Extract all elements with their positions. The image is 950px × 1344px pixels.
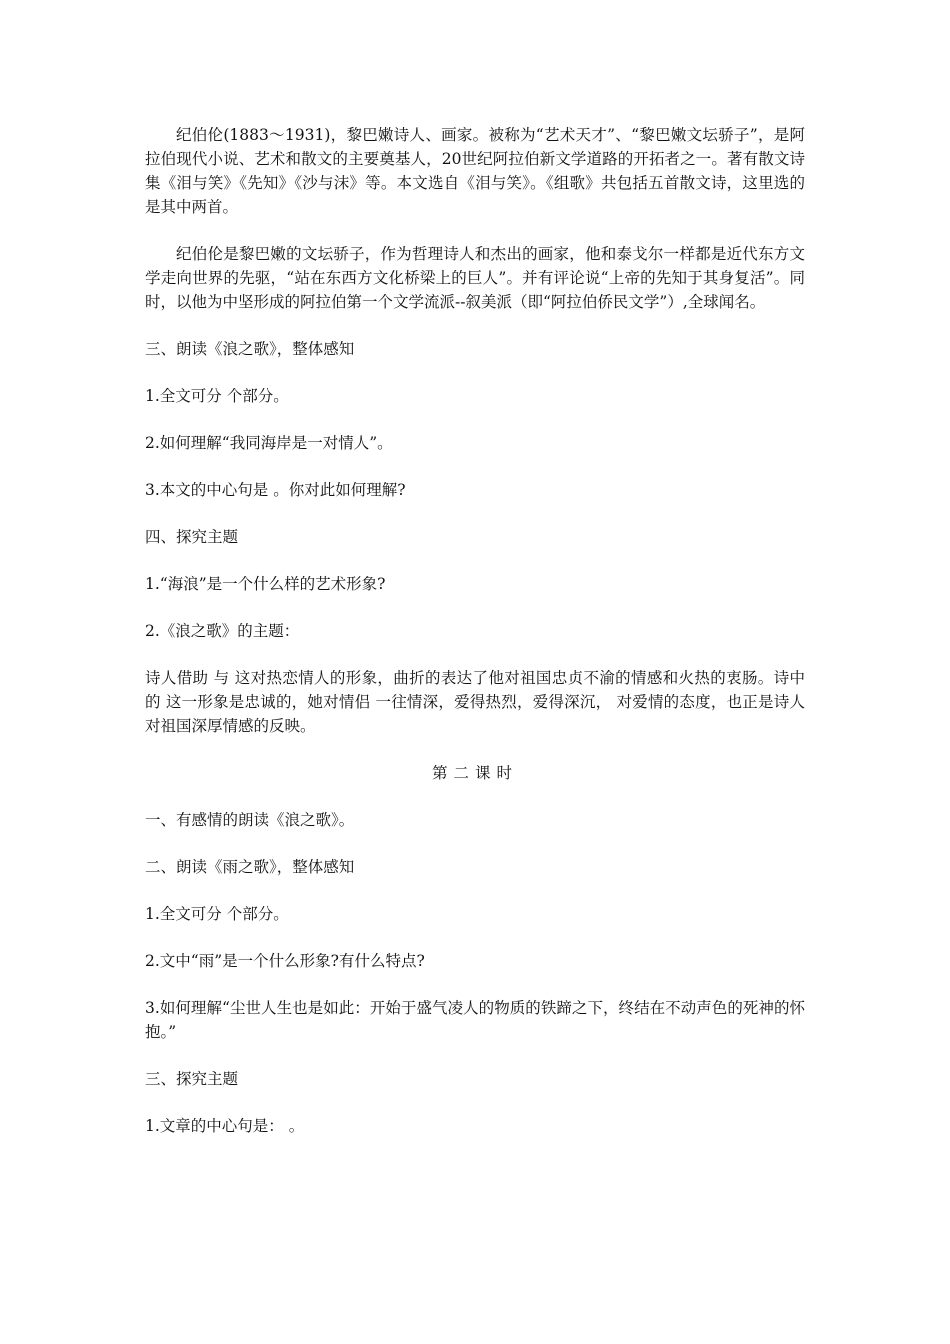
intro-paragraph-2: 纪伯伦是黎巴嫩的文坛骄子，作为哲理诗人和杰出的画家，他和泰戈尔一样都是近代东方文学走向世界的先驱，“站在东西方文化桥梁上的巨人”。并有评论说“上帝的先知于其身复活”。同时，以他为中坚形成的阿拉伯第一个文学流派--叙美派（即“阿拉伯侨民文学”）,全球闻名。	[145, 245, 805, 311]
theme-paragraph: 诗人借助 与 这对热恋情人的形象，曲折的表达了他对祖国忠贞不渝的情感和火热的衷肠。诗中的 这一形象是忠诚的，她对情侣 一往情深，爱得热烈，爱得深沉， 对爱情的态度，也正是诗人对祖国深厚情感的反映。	[145, 669, 805, 735]
section-heading-explore-theme: 四、探究主题	[145, 528, 239, 546]
question-parts: 1.全文可分 个部分。	[145, 387, 289, 405]
lesson-2-section-explore-theme: 三、探究主题	[145, 1070, 239, 1088]
lesson-2-section-read-rain-song: 二、朗读《雨之歌》，整体感知	[145, 858, 355, 876]
lesson-2-question-life-quote: 3.如何理解“尘世人生也是如此：开始于盛气凌人的物质的铁蹄之下，终结在不动声色的死神的怀抱。”	[145, 999, 805, 1041]
question-lovers: 2.如何理解“我同海岸是一对情人”。	[145, 434, 393, 452]
section-heading-read-wave-song: 三、朗读《浪之歌》，整体感知	[145, 340, 355, 358]
question-wave-theme: 2.《浪之歌》的主题：	[145, 622, 300, 640]
lesson-2-section-emotional-reading: 一、有感情的朗读《浪之歌》。	[145, 811, 355, 829]
lesson-2-question-rain-image: 2.文中“雨”是一个什么形象?有什么特点?	[145, 952, 425, 970]
question-central-sentence: 3.本文的中心句是 。你对此如何理解?	[145, 481, 406, 499]
lesson-2-question-parts: 1.全文可分 个部分。	[145, 905, 289, 923]
lesson-2-question-central-sentence: 1.文章的中心句是： 。	[145, 1117, 305, 1135]
document-page	[145, 123, 805, 1161]
intro-paragraph-1: 纪伯伦(1883～1931)，黎巴嫩诗人、画家。被称为“艺术天才”、“黎巴嫩文坛骄子”，是阿拉伯现代小说、艺术和散文的主要奠基人，20世纪阿拉伯新文学道路的开拓者之一。著有散文诗集《泪与笑》《先知》《沙与沫》等。本文选自《泪与笑》。《组歌》共包括五首散文诗，这里选的是其中两首。	[145, 126, 805, 216]
lesson-2-title: 第二课时	[431, 764, 518, 782]
question-wave-image: 1.“海浪”是一个什么样的艺术形象?	[145, 575, 386, 593]
